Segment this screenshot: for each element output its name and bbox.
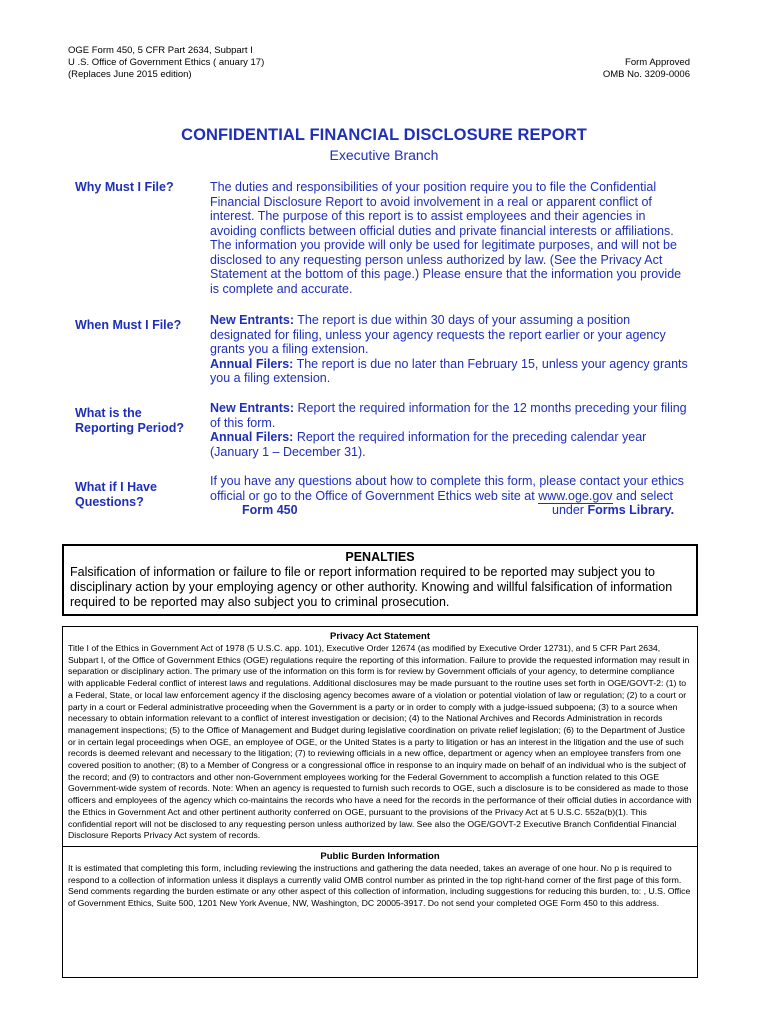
questions-question-line2: Questions? bbox=[75, 495, 144, 509]
privacy-act-title: Privacy Act Statement bbox=[330, 631, 430, 642]
form-header-left bbox=[68, 45, 264, 81]
questions-question bbox=[75, 480, 200, 510]
form-approved-label: Form Approved bbox=[625, 57, 690, 68]
oge-website-link[interactable]: www.oge.gov bbox=[538, 488, 613, 503]
annual-filers-text: The report is due no later than February 15, unless your agency grants you a filing extension. bbox=[210, 356, 688, 385]
form-450-label: Form 450 bbox=[242, 503, 298, 517]
annual-filers-label: Annual Filers: bbox=[210, 356, 294, 371]
reporting-period-question-line2: Reporting Period? bbox=[75, 421, 185, 435]
period-new-entrants bbox=[210, 401, 688, 430]
period-new-entrants-text: Report the required information for the 12 months preceding your filing of this form. bbox=[210, 401, 687, 430]
when-file-answer bbox=[210, 313, 688, 386]
penalties-title: PENALTIES bbox=[345, 550, 415, 564]
period-new-entrants-label: New Entrants: bbox=[210, 401, 295, 415]
under-text: under bbox=[552, 503, 588, 517]
replaces-edition-line: (Replaces June 2015 edition) bbox=[68, 69, 192, 80]
privacy-act-box bbox=[62, 626, 698, 978]
period-annual-filers bbox=[210, 430, 688, 459]
when-file-question: When Must I File? bbox=[75, 318, 182, 332]
questions-answer-select: and select bbox=[612, 488, 674, 503]
questions-answer-text: If you have any questions about how to complete this form, please contact your ethics official or go to the Office of Government Ethics web site at bbox=[210, 474, 684, 503]
omb-number: OMB No. 3209-0006 bbox=[602, 69, 690, 80]
public-burden-title: Public Burden Information bbox=[320, 850, 440, 862]
why-file-answer: The duties and responsibilities of your position require you to file the Confidential Financial Disclosure Report to avoid involvement in a real or apparent conflict of interest. The purpose of this report is to assist employees and their agencies in avoiding conflicts between official duties and private financial interests or affiliations. The information you provide will only be used for legitimate purposes, and will not be disclosed to any requesting person unless authorized by law. (See the Privacy Act Statement at the bottom of this page.) Please ensure that the information you provide is complete and accurate. bbox=[210, 180, 682, 296]
issuing-office-line: U .S. Office of Government Ethics ( anuary 17) bbox=[68, 57, 265, 68]
reporting-period-question bbox=[75, 406, 200, 436]
penalties-box bbox=[62, 544, 698, 616]
when-annual-filers bbox=[210, 357, 688, 386]
forms-library-note bbox=[552, 503, 674, 517]
questions-answer bbox=[210, 474, 688, 503]
penalties-body: Falsification of information or failure to file or report information required to be reported may subject you to disciplinary action by your employing agency or other authority. Knowing and willful falsification of information required to be reported may also subject you to criminal prosecution. bbox=[70, 565, 673, 609]
privacy-act-body: Title I of the Ethics in Government Act of 1978 (5 U.S.C. app. 101), Executive Order 12674 (as modified by Executive Order 12731), and 5 CFR Part 2634, Subpart I, of the Office of Government Ethics (OGE) regulations require the reporting of this information. Failure to provide the requested information may result in separation or disciplinary action. The primary use of the information on this form is for review by Government officials of your agency, to determine compliance with applicable Federal conflict of interest laws and regulations. Additional disclosures may be made pursuant to the routine uses set forth in OGE/GOVT-2: (1) to a Federal, State, or local law enforcement agency if the disclosing agency becomes aware of a violation or potential violation of law or regulation; (2) to a court or party in a court or Federal administrative proceeding when the Government is a party or in order to comply with a judge-issued subpoena; (3) to a source when necessary to obtain information relevant to a conflict of interest investigation or decision; (4) to the National Archives and Records Administration in records management inspections; (5) to the Office of Management and Budget during legislative coordination on private relief legislation; (6) to the Department of Justice or in certain legal proceedings when OGE, an employee of OGE, or the United States is a party to litigation or has an interest in the litigation and the use of such records is deemed relevant and necessary to the litigation; (7) to reviewing officials in a new office, department or agency when an employee transfers from one covered position to another; (8) to a Member of Congress or a congressional office in response to an inquiry made on behalf of an individual who is the subject of the record; and (9) to contractors and other non-Government employees working for the Federal Government to accomplish a function related to this OGE Government-wide system of records. Note: When an agency is requested to furnish such records to OGE, such a disclosure is to be considered as made to those officers and employees of the agency which co-maintains the records who have a need for the records in the performance of their official duties in accordance with the Ethics in Government Act and other pertinent authority conferred on OGE, pursuant to the provisions of the Privacy Act at 5 U.S.C. 552a(b)(1). This confidential report will not be disclosed to any requesting person unless authorized by law. See also the OGE/GOVT-2 Executive Branch Confidential Financial Disclosure Reports Privacy Act system of records. bbox=[68, 643, 692, 841]
form-number-line: OGE Form 450, 5 CFR Part 2634, Subpart I bbox=[68, 45, 253, 56]
form-header-right bbox=[603, 57, 690, 81]
period-annual-filers-label: Annual Filers: bbox=[210, 430, 294, 444]
reporting-period-answer bbox=[210, 401, 688, 459]
section-divider bbox=[63, 846, 697, 847]
forms-library-label: Forms Library. bbox=[587, 503, 675, 517]
reporting-period-question-line1: What is the bbox=[75, 406, 142, 420]
when-new-entrants bbox=[210, 313, 688, 357]
period-annual-filers-text: Report the required information for the preceding calendar year (January 1 – December 31). bbox=[210, 430, 647, 459]
page-subtitle: Executive Branch bbox=[329, 147, 439, 163]
why-file-question: Why Must I File? bbox=[75, 180, 174, 194]
public-burden-body: It is estimated that completing this form, including reviewing the instructions and gathering the data needed, takes an average of one hour. No p is required to respond to a collection of information unless it displays a currently valid OMB control number as printed in the top right-hand corner of the first page of this form. Send comments regarding the burden estimate or any other aspect of this collection of information, including suggestions for reducing this burden, to: , U.S. Office of Government Ethics, Suite 500, 1201 New York Avenue, NW, Washington, DC 20005-3917. Do not send your completed OGE Form 450 to this address. bbox=[68, 862, 691, 909]
new-entrants-text: The report is due within 30 days of your assuming a position designated for filing, unless your agency requests the report earlier or your agency grants you a filing extension. bbox=[210, 313, 666, 356]
new-entrants-label: New Entrants: bbox=[210, 313, 295, 327]
page-title: CONFIDENTIAL FINANCIAL DISCLOSURE REPORT bbox=[181, 126, 587, 144]
questions-question-line1: What if I Have bbox=[75, 480, 157, 494]
